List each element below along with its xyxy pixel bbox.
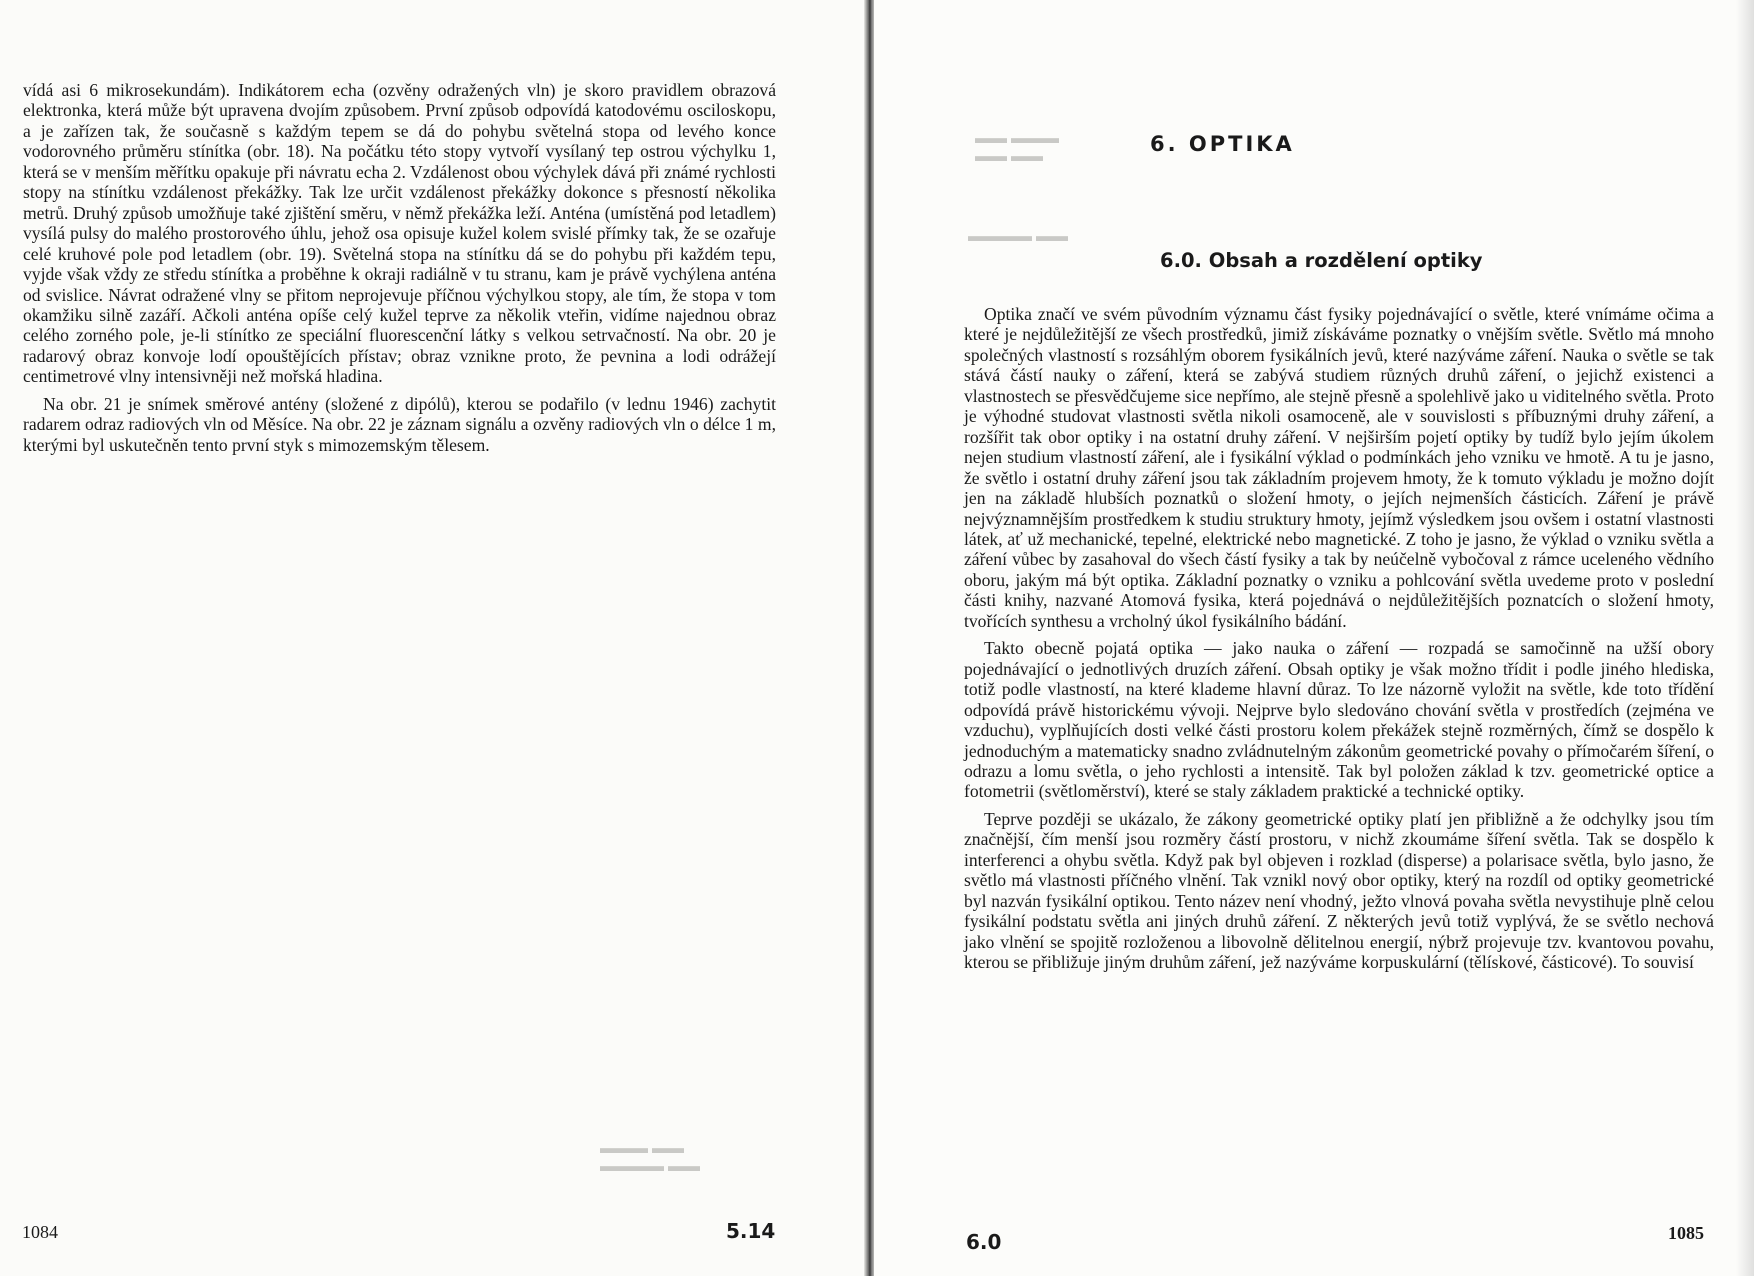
right-page-body <box>964 304 1714 980</box>
show-through-marks: ▬▬ ▬▬▬ ▬▬ ▬▬ <box>975 130 1059 165</box>
section-marker: 5.14 <box>726 1219 776 1243</box>
paragraph: vídá asi 6 mikrosekundám). Indikátorem echa (ozvěny odražených vln) je skoro pravidlem obrazová elektronka, která může být upravena dvojím způsobem. První způsob odpovídá katodovému osciloskopu, a je zařízen tak, že současně s každým tepem se dá do pohybu světelná stopa od levého konce vodorovného průměru stínítka (obr. 18). Na počátku této stopy vytvoří vysílaný tep ostrou výchylku 1, která se v menším měřítku opakuje při návratu echa 2. Vzdálenost obou výchylek dává při známé rychlosti stopy na stínítku vzdálenost překážky. Tak lze určit vzdálenost překážky dokonce s přesností několika metrů. Druhý způsob umožňuje také zjištění směru, v němž překážka leží. Anténa (umístěná pod letadlem) vysílá pulsy do malého prostorového úhlu, jehož osa opisuje kužel kolem svislé přímky tak, že se ozařuje celé kruhové pole pod letadlem (obr. 19). Světelná stopa na stínítku dá se do pohybu při každém tepu, vyjde však vždy ze středu stínítka a proběhne k okraji radiálně v tu stranu, kam je právě vychýlena anténa od svislice. Návrat odražené vlny se přitom neprojevuje příčnou výchylkou stopy, ale tím, že stopa v tom okamžiku silně zazáří. Ačkoli anténa opíše celý kužel teprve za několik vteřin, vidíme najednou obraz celého zorného pole, je-li stínítko ze speciální fluorescenční látky s velkou setrvačností. Na obr. 20 je radarový obraz konvoje lodí opouštějících přístav; obraz vznikne proto, že pevnina a lodi odrážejí centimetrové vlny intensivněji než mořská hladina. <box>23 80 776 387</box>
paragraph: Teprve později se ukázalo, že zákony geometrické optiky platí jen přibližně a že odchylky jsou tím značnější, čím menší jsou rozměry částí prostoru, v nichž zkoumáme šíření světla. Tak se dospělo k interferenci a ohybu světla. Když pak byl objeven i rozklad (disperse) a polarisace světla, bylo jasno, že světlo má vlastnosti příčného vlnění. Tak vznikl nový obor optiky, který na rozdíl od optiky geometrické byl nazván fysikální optikou. Tento název není vhodný, ježto vlnová povaha světla nevystihuje plně celou fysikální podstatu světla ani jiných druhů záření. Z některých jevů totiž vyplývá, že se světlo nechová jako vlnění se spojitě rozloženou a libovolně dělitelnou energií, nýbrž projevuje tzv. kvantovou povahu, kterou se přibližuje jiným druhům záření, jež nazýváme korpuskulární (tělískové, částicové). To souvisí <box>964 808 1714 973</box>
page-number: 1084 <box>22 1222 58 1242</box>
section-title: 6.0. Obsah a rozdělení optiky <box>1160 249 1483 272</box>
page-edge-shadow <box>1736 0 1754 1276</box>
show-through-marks: ▬▬▬ ▬▬ ▬▬▬▬ ▬▬ <box>600 1140 700 1175</box>
paragraph: Na obr. 21 je snímek směrové antény (složené z dipólů), kterou se podařilo (v lednu 1946) zachytit radarem odraz radiových vln od Měsíce. Na obr. 22 je záznam signálu a ozvěny radiových vln o délce 1 m, kterými byl uskutečněn tento první styk s mimozemským tělesem. <box>23 393 776 455</box>
paragraph: Optika značí ve svém původním významu část fysiky pojednávající o světle, které vnímáme očima a které je nejdůležitější ze všech prostředků, jimiž získáváme poznatky o vnějším světle. Světlo má mnoho společných vlastností s rozsáhlým oborem fysikálních jevů, které nazýváme záření. Nauka o světle se tak stává částí nauky o záření, která se zabývá studiem různých druhů záření, o jejichž existenci a vlastnostech se přesvědčujeme sice nepřímo, ale stejně přesně a spolehlivě jako u viditelného světla. Proto je výhodné studovat vlastnosti světla nikoli osamoceně, ale v souvislosti s příbuznými druhy záření, a rozšířit tak obor optiky i na ostatní druhy záření. V nejširším pojetí optiky by tudíž bylo jejím úkolem nejen studium vlastností záření, ale i fysikální výklad o podmínkách jeho vzniku ve hmotě. A tu je jasno, že světlo i ostatní druhy záření jsou tak základním projevem hmoty, že k tomuto výkladu je možno dojít jen na základě hlubších poznatků o složení hmoty, o jejích nejmenších částicích. Záření je právě nejvýznamnějším prostředkem k studiu struktury hmoty, jejímž výsledkem jsou ovšem i ostatní vlastnosti látek, ať už mechanické, tepelné, elektrické nebo magnetické. Z toho je jasno, že výklad o vzniku světla a záření vůbec by zasahoval do všech částí fysiky a tak by neúčelně vybočoval z rámce uceleného vědního oboru, jakým má být optika. Základní poznatky o vzniku a pohlcování světla uvedeme proto v poslední části knihy, nazvané Atomová fysika, která pojednává o nejdůležitějších poznatcích o složení hmoty, tvořících synthesu a vrcholný úkol fysikálního bádání. <box>964 304 1714 631</box>
page-number: 1085 <box>1668 1223 1704 1243</box>
show-through-marks: ▬▬▬▬ ▬▬ <box>968 228 1068 245</box>
chapter-title: 6. OPTIKA <box>1150 132 1295 156</box>
left-page <box>0 0 866 1276</box>
paragraph: Takto obecně pojatá optika — jako nauka o záření — rozpadá se samočinně na užší obory pojednávající o jednotlivých druzích záření. Obsah optiky je však možno třídit i podle jiného hlediska, totiž podle vlastností, na které klademe hlavní důraz. To lze názorně vyložit na světle, kde toto třídění odpovídá právě historickému vývoji. Nejprve bylo sledováno chování světla v prostředích (zejména ve vzduchu), vyplňujících dosti velké části prostoru kolem překážek stejně rozměrných, čímž se dospělo k jednoduchým a matematicky snadno zvládnutelným zákonům geometrické povahy o přímočarém šíření, o odrazu a lomu světla, o jeho rychlosti a intensitě. Tak byl položen základ k tzv. geometrické optice a fotometrii (světloměrství), které se staly základem praktické a technické optiky. <box>964 638 1714 802</box>
left-page-body <box>23 80 776 462</box>
section-marker: 6.0 <box>966 1230 1002 1254</box>
